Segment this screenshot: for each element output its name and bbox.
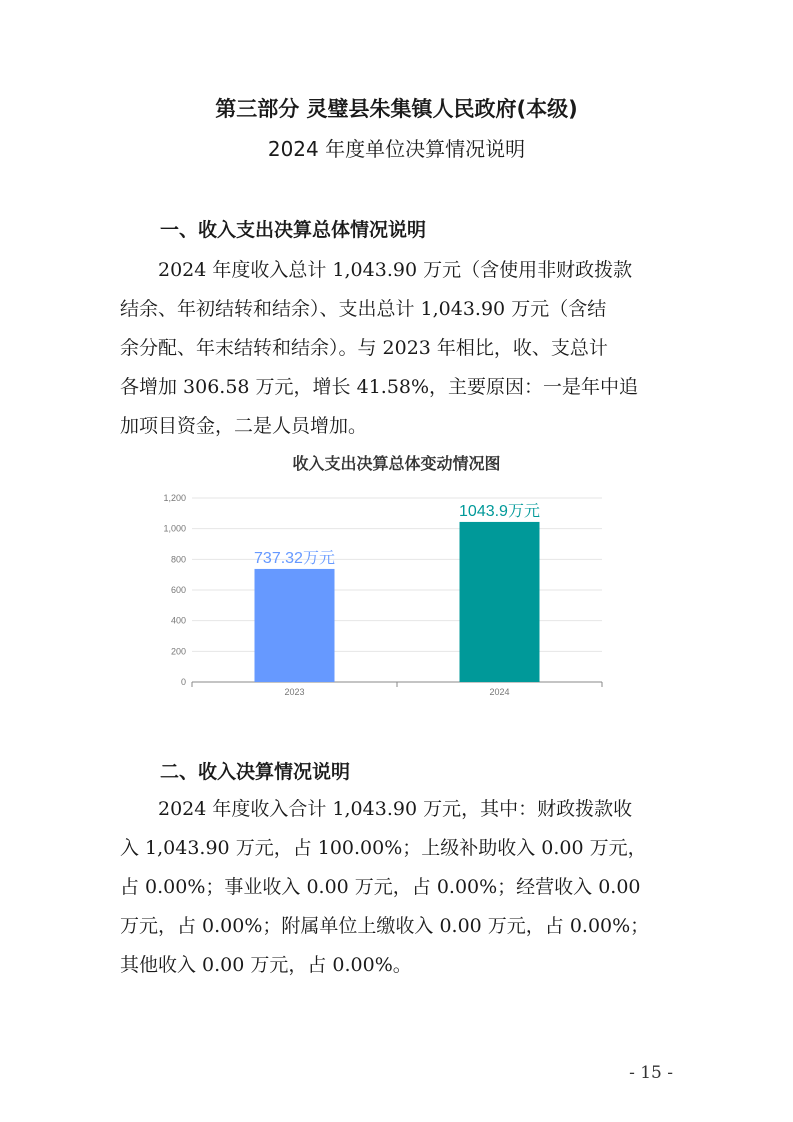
section1-paragraph (120, 251, 680, 446)
paragraph-line: 各增加 306.58 万元，增长 41.58%，主要原因：一是年中追 (120, 376, 639, 398)
y-tick-label: 600 (170, 585, 186, 595)
document-subtitle: 2024 年度单位决算情况说明 (267, 137, 526, 161)
y-tick-label: 800 (170, 554, 186, 565)
paragraph-line: 其他收入 0.00 万元，占 0.00%。 (120, 954, 412, 976)
chart-title: 收入支出决算总体变动情况图 (292, 454, 501, 473)
paragraph-line: 余分配、年末结转和结余）。与 2023 年相比，收、支总计 (120, 337, 608, 359)
x-tick-label: 2023 (284, 687, 305, 697)
y-tick-label: 200 (170, 646, 186, 657)
section2-heading: 二、收入决算情况说明 (160, 761, 351, 783)
y-tick-label: 400 (170, 615, 186, 626)
data-label: 737.32万元 (254, 549, 335, 567)
bar-2023 (255, 569, 335, 682)
paragraph-line: 结余、年初结转和结余）、支出总计 1,043.90 万元（含结 (120, 298, 607, 320)
bar-chart (140, 485, 620, 710)
paragraph-line: 2024 年度收入总计 1,043.90 万元（含使用非财政拨款 (158, 259, 633, 281)
paragraph-line: 2024 年度收入合计 1,043.90 万元，其中：财政拨款收 (158, 798, 633, 820)
bar-2024 (460, 522, 540, 682)
section2-paragraph (120, 790, 680, 985)
paragraph-line: 占 0.00%；事业收入 0.00 万元，占 0.00%；经营收入 0.00 (120, 876, 641, 898)
paragraph-line: 万元，占 0.00%；附属单位上缴收入 0.00 万元，占 0.00%； (120, 915, 650, 937)
y-tick-label: 0 (180, 677, 186, 687)
document-title: 第三部分 灵璧县朱集镇人民政府(本级) (215, 97, 578, 121)
paragraph-line: 入 1,043.90 万元，占 100.00%；上级补助收入 0.00 万元， (120, 837, 647, 859)
y-tick-label: 1,200 (163, 493, 186, 503)
x-tick-label: 2024 (489, 687, 510, 697)
page-number: - 15 - (629, 1063, 673, 1083)
data-label: 1043.9万元 (459, 502, 540, 520)
paragraph-line: 加项目资金，二是人员增加。 (120, 415, 368, 437)
section1-heading: 一、收入支出决算总体情况说明 (160, 219, 427, 241)
y-tick-label: 1,000 (163, 523, 186, 534)
